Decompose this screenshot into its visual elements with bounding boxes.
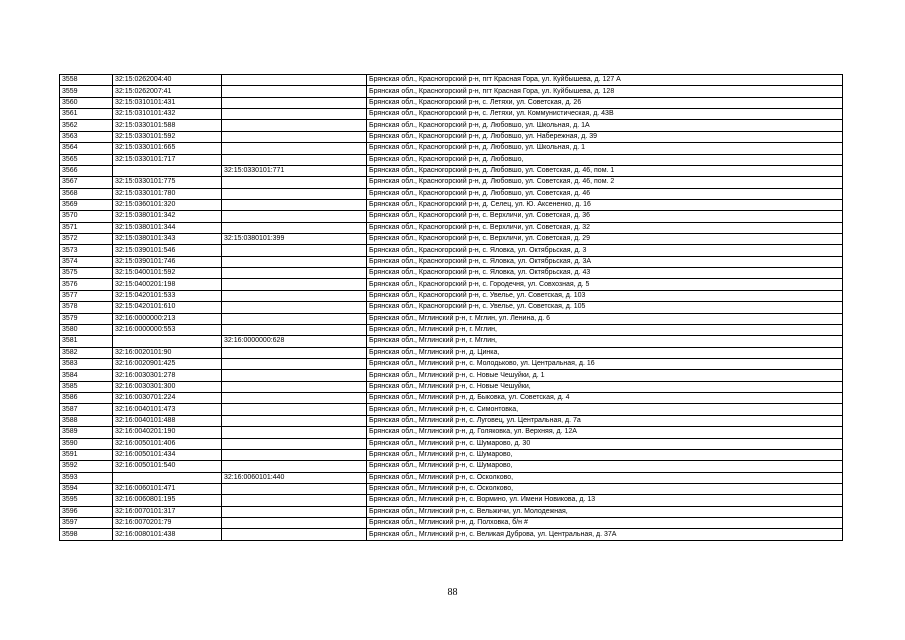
table-row (60, 415, 843, 426)
cadastral-number-cell: 32:15:0420101:610 (113, 302, 222, 313)
linked-cadastral-number-cell: 32:15:0330101:771 (222, 165, 367, 176)
row-number-cell: 3589 (60, 427, 113, 438)
linked-cadastral-number-cell: 32:15:0380101:399 (222, 234, 367, 245)
table-row (60, 347, 843, 358)
row-number-cell: 3598 (60, 529, 113, 540)
table-row (60, 381, 843, 392)
row-number-cell: 3575 (60, 268, 113, 279)
row-number-cell: 3596 (60, 506, 113, 517)
address-cell: Брянская обл., Мглинский р-н, с. Вельжичи, ул. Молодежная, (367, 506, 843, 517)
linked-cadastral-number-cell (222, 268, 367, 279)
table-row (60, 279, 843, 290)
linked-cadastral-number-cell (222, 404, 367, 415)
linked-cadastral-number-cell (222, 427, 367, 438)
cadastral-number-cell: 32:15:0262007:41 (113, 86, 222, 97)
table-row (60, 324, 843, 335)
row-number-cell: 3578 (60, 302, 113, 313)
row-number-cell: 3576 (60, 279, 113, 290)
row-number-cell: 3569 (60, 199, 113, 210)
linked-cadastral-number-cell (222, 529, 367, 540)
address-cell: Брянская обл., Красногорский р-н, с. Летяхи, ул. Коммунистическая, д. 43В (367, 109, 843, 120)
linked-cadastral-number-cell (222, 381, 367, 392)
address-cell: Брянская обл., Красногорский р-н, д. Любовшо, ул. Школьная, д. 1А (367, 120, 843, 131)
table-row (60, 483, 843, 494)
row-number-cell: 3582 (60, 347, 113, 358)
table-row (60, 495, 843, 506)
table-row (60, 211, 843, 222)
cadastral-number-cell: 32:16:0040101:473 (113, 404, 222, 415)
cadastral-number-cell: 32:15:0330101:588 (113, 120, 222, 131)
cadastral-number-cell: 32:15:0390101:546 (113, 245, 222, 256)
cadastral-number-cell: 32:15:0380101:343 (113, 234, 222, 245)
table-row (60, 358, 843, 369)
linked-cadastral-number-cell (222, 154, 367, 165)
cadastral-number-cell: 32:15:0420101:533 (113, 290, 222, 301)
cadastral-number-cell: 32:15:0262004:40 (113, 75, 222, 86)
linked-cadastral-number-cell: 32:16:0000000:628 (222, 336, 367, 347)
cadastral-number-cell (113, 336, 222, 347)
address-cell: Брянская обл., Мглинский р-н, с. Луговец, ул. Центральная, д. 7а (367, 415, 843, 426)
address-cell: Брянская обл., Красногорский р-н, пгт Красная Гора, ул. Куйбышева, д. 128 (367, 86, 843, 97)
linked-cadastral-number-cell (222, 415, 367, 426)
row-number-cell: 3570 (60, 211, 113, 222)
page-number: 88 (447, 587, 458, 598)
table-row (60, 461, 843, 472)
row-number-cell: 3593 (60, 472, 113, 483)
table-row (60, 234, 843, 245)
cadastral-number-cell: 32:15:0330101:717 (113, 154, 222, 165)
table-body (60, 75, 843, 541)
address-cell: Брянская обл., Красногорский р-н, с. Верхличи, ул. Советская, д. 29 (367, 234, 843, 245)
address-cell: Брянская обл., Красногорский р-н, с. Верхличи, ул. Советская, д. 36 (367, 211, 843, 222)
linked-cadastral-number-cell (222, 495, 367, 506)
address-cell: Брянская обл., Мглинский р-н, с. Шумарово, (367, 461, 843, 472)
cadastral-number-cell: 32:16:0020901:425 (113, 358, 222, 369)
table-row (60, 131, 843, 142)
cadastral-number-cell: 32:15:0400201:198 (113, 279, 222, 290)
table-row (60, 75, 843, 86)
row-number-cell: 3588 (60, 415, 113, 426)
address-cell: Брянская обл., Мглинский р-н, с. Великая Дуброва, ул. Центральная, д. 37А (367, 529, 843, 540)
cadastral-number-cell: 32:16:0050101:406 (113, 438, 222, 449)
linked-cadastral-number-cell (222, 109, 367, 120)
cadastral-number-cell: 32:16:0070201:79 (113, 518, 222, 529)
linked-cadastral-number-cell (222, 188, 367, 199)
linked-cadastral-number-cell (222, 222, 367, 233)
cadastral-number-cell: 32:16:0080101:438 (113, 529, 222, 540)
linked-cadastral-number-cell: 32:16:0060101:440 (222, 472, 367, 483)
linked-cadastral-number-cell (222, 199, 367, 210)
linked-cadastral-number-cell (222, 290, 367, 301)
linked-cadastral-number-cell (222, 461, 367, 472)
cadastral-number-cell: 32:16:0030301:300 (113, 381, 222, 392)
table-row (60, 199, 843, 210)
address-cell: Брянская обл., Красногорский р-н, с. Верхличи, ул. Советская, д. 32 (367, 222, 843, 233)
linked-cadastral-number-cell (222, 245, 367, 256)
linked-cadastral-number-cell (222, 279, 367, 290)
table-row (60, 256, 843, 267)
cadastral-number-cell: 32:15:0310101:431 (113, 97, 222, 108)
table-row (60, 449, 843, 460)
row-number-cell: 3580 (60, 324, 113, 335)
address-cell: Брянская обл., Мглинский р-н, с. Новые Чешуйки, д. 1 (367, 370, 843, 381)
row-number-cell: 3577 (60, 290, 113, 301)
cadastral-number-cell: 32:15:0390101:746 (113, 256, 222, 267)
table-row (60, 290, 843, 301)
address-cell: Брянская обл., Мглинский р-н, с. Осколково, (367, 472, 843, 483)
table-row (60, 336, 843, 347)
row-number-cell: 3583 (60, 358, 113, 369)
cadastral-number-cell: 32:16:0040101:488 (113, 415, 222, 426)
address-cell: Брянская обл., Красногорский р-н, с. Яловка, ул. Октябрьская, д. 3А (367, 256, 843, 267)
row-number-cell: 3564 (60, 143, 113, 154)
table-row (60, 154, 843, 165)
row-number-cell: 3592 (60, 461, 113, 472)
table-row (60, 188, 843, 199)
cadastral-number-cell: 32:16:0060101:471 (113, 483, 222, 494)
row-number-cell: 3581 (60, 336, 113, 347)
cadastral-number-cell: 32:15:0400101:592 (113, 268, 222, 279)
row-number-cell: 3579 (60, 313, 113, 324)
linked-cadastral-number-cell (222, 324, 367, 335)
address-cell: Брянская обл., Красногорский р-н, с. Яловка, ул. Октябрьская, д. 43 (367, 268, 843, 279)
cadastral-number-cell: 32:16:0040201:190 (113, 427, 222, 438)
linked-cadastral-number-cell (222, 370, 367, 381)
linked-cadastral-number-cell (222, 211, 367, 222)
cadastral-number-cell: 32:15:0310101:432 (113, 109, 222, 120)
address-cell: Брянская обл., Мглинский р-н, д. Цинка, (367, 347, 843, 358)
table-row (60, 438, 843, 449)
address-cell: Брянская обл., Мглинский р-н, с. Вормино, ул. Имени Новикова, д. 13 (367, 495, 843, 506)
linked-cadastral-number-cell (222, 449, 367, 460)
address-cell: Брянская обл., Мглинский р-н, г. Мглин, (367, 324, 843, 335)
table-row (60, 268, 843, 279)
table-row (60, 302, 843, 313)
cadastral-number-cell: 32:16:0070101:317 (113, 506, 222, 517)
address-cell: Брянская обл., Мглинский р-н, д. Быковка, ул. Советская, д. 4 (367, 393, 843, 404)
row-number-cell: 3586 (60, 393, 113, 404)
cadastral-number-cell: 32:16:0020101:90 (113, 347, 222, 358)
address-cell: Брянская обл., Красногорский р-н, д. Любовшо, ул. Советская, д. 46, пом. 2 (367, 177, 843, 188)
row-number-cell: 3563 (60, 131, 113, 142)
address-cell: Брянская обл., Мглинский р-н, с. Осколково, (367, 483, 843, 494)
address-cell: Брянская обл., Красногорский р-н, д. Селец, ул. Ю. Аксененко, д. 16 (367, 199, 843, 210)
cadastral-number-cell: 32:15:0330101:592 (113, 131, 222, 142)
cadastral-number-cell: 32:15:0380101:344 (113, 222, 222, 233)
address-cell: Брянская обл., Красногорский р-н, с. Летяхи, ул. Советская, д. 26 (367, 97, 843, 108)
row-number-cell: 3560 (60, 97, 113, 108)
cadastral-number-cell: 32:16:0060801:195 (113, 495, 222, 506)
linked-cadastral-number-cell (222, 483, 367, 494)
address-cell: Брянская обл., Красногорский р-н, с. Увелье, ул. Советская, д. 103 (367, 290, 843, 301)
table-row (60, 143, 843, 154)
registry-table (59, 74, 843, 541)
row-number-cell: 3568 (60, 188, 113, 199)
table-row (60, 245, 843, 256)
row-number-cell: 3573 (60, 245, 113, 256)
address-cell: Брянская обл., Мглинский р-н, д. Голяковка, ул. Верхняя, д. 12А (367, 427, 843, 438)
row-number-cell: 3567 (60, 177, 113, 188)
row-number-cell: 3587 (60, 404, 113, 415)
address-cell: Брянская обл., Красногорский р-н, д. Любовшо, (367, 154, 843, 165)
linked-cadastral-number-cell (222, 358, 367, 369)
table-row (60, 165, 843, 176)
table-row (60, 109, 843, 120)
address-cell: Брянская обл., Красногорский р-н, д. Любовшо, ул. Советская, д. 46 (367, 188, 843, 199)
address-cell: Брянская обл., Мглинский р-н, г. Мглин, (367, 336, 843, 347)
table-row (60, 97, 843, 108)
row-number-cell: 3574 (60, 256, 113, 267)
linked-cadastral-number-cell (222, 75, 367, 86)
cadastral-number-cell (113, 472, 222, 483)
cadastral-number-cell (113, 165, 222, 176)
row-number-cell: 3597 (60, 518, 113, 529)
linked-cadastral-number-cell (222, 302, 367, 313)
cadastral-number-cell: 32:15:0360101:320 (113, 199, 222, 210)
row-number-cell: 3558 (60, 75, 113, 86)
address-cell: Брянская обл., Мглинский р-н, с. Шумарово, д. 30 (367, 438, 843, 449)
address-cell: Брянская обл., Красногорский р-н, д. Любовшо, ул. Набережная, д. 39 (367, 131, 843, 142)
address-cell: Брянская обл., Мглинский р-н, с. Симонтовка, (367, 404, 843, 415)
address-cell: Брянская обл., Красногорский р-н, д. Любовшо, ул. Школьная, д. 1 (367, 143, 843, 154)
row-number-cell: 3571 (60, 222, 113, 233)
row-number-cell: 3561 (60, 109, 113, 120)
row-number-cell: 3565 (60, 154, 113, 165)
table-row (60, 120, 843, 131)
cadastral-number-cell: 32:16:0000000:213 (113, 313, 222, 324)
linked-cadastral-number-cell (222, 506, 367, 517)
row-number-cell: 3591 (60, 449, 113, 460)
cadastral-number-cell: 32:15:0380101:342 (113, 211, 222, 222)
row-number-cell: 3559 (60, 86, 113, 97)
row-number-cell: 3572 (60, 234, 113, 245)
cadastral-number-cell: 32:16:0050101:540 (113, 461, 222, 472)
table-row (60, 472, 843, 483)
linked-cadastral-number-cell (222, 131, 367, 142)
row-number-cell: 3595 (60, 495, 113, 506)
address-cell: Брянская обл., Красногорский р-н, с. Яловка, ул. Октябрьская, д. 3 (367, 245, 843, 256)
cadastral-number-cell: 32:15:0330101:780 (113, 188, 222, 199)
row-number-cell: 3585 (60, 381, 113, 392)
row-number-cell: 3584 (60, 370, 113, 381)
address-cell: Брянская обл., Мглинский р-н, с. Новые Чешуйки, (367, 381, 843, 392)
table-row (60, 518, 843, 529)
table-row (60, 506, 843, 517)
row-number-cell: 3594 (60, 483, 113, 494)
address-cell: Брянская обл., Мглинский р-н, с. Молодьково, ул. Центральная, д. 16 (367, 358, 843, 369)
table-row (60, 222, 843, 233)
linked-cadastral-number-cell (222, 256, 367, 267)
linked-cadastral-number-cell (222, 177, 367, 188)
address-cell: Брянская обл., Красногорский р-н, с. Увелье, ул. Советская, д. 105 (367, 302, 843, 313)
row-number-cell: 3590 (60, 438, 113, 449)
table-row (60, 393, 843, 404)
linked-cadastral-number-cell (222, 347, 367, 358)
table-row (60, 177, 843, 188)
address-cell: Брянская обл., Мглинский р-н, с. Шумарово, (367, 449, 843, 460)
cadastral-number-cell: 32:15:0330101:665 (113, 143, 222, 154)
table-row (60, 404, 843, 415)
linked-cadastral-number-cell (222, 97, 367, 108)
table-row (60, 529, 843, 540)
cadastral-number-cell: 32:15:0330101:775 (113, 177, 222, 188)
address-cell: Брянская обл., Мглинский р-н, д. Полховка, б/н # (367, 518, 843, 529)
table-row (60, 427, 843, 438)
table-row (60, 370, 843, 381)
linked-cadastral-number-cell (222, 393, 367, 404)
table-row (60, 86, 843, 97)
row-number-cell: 3562 (60, 120, 113, 131)
address-cell: Брянская обл., Красногорский р-н, с. Городечня, ул. Совхозная, д. 5 (367, 279, 843, 290)
cadastral-number-cell: 32:16:0000000:553 (113, 324, 222, 335)
linked-cadastral-number-cell (222, 120, 367, 131)
address-cell: Брянская обл., Красногорский р-н, д. Любовшо, ул. Советская, д. 46, пом. 1 (367, 165, 843, 176)
linked-cadastral-number-cell (222, 518, 367, 529)
cadastral-number-cell: 32:16:0030701:224 (113, 393, 222, 404)
cadastral-number-cell: 32:16:0030301:278 (113, 370, 222, 381)
linked-cadastral-number-cell (222, 86, 367, 97)
linked-cadastral-number-cell (222, 313, 367, 324)
cadastral-number-cell: 32:16:0050101:434 (113, 449, 222, 460)
table-row (60, 313, 843, 324)
row-number-cell: 3566 (60, 165, 113, 176)
linked-cadastral-number-cell (222, 143, 367, 154)
address-cell: Брянская обл., Красногорский р-н, пгт Красная Гора, ул. Куйбышева, д. 127 А (367, 75, 843, 86)
linked-cadastral-number-cell (222, 438, 367, 449)
address-cell: Брянская обл., Мглинский р-н, г. Мглин, ул. Ленина, д. 6 (367, 313, 843, 324)
